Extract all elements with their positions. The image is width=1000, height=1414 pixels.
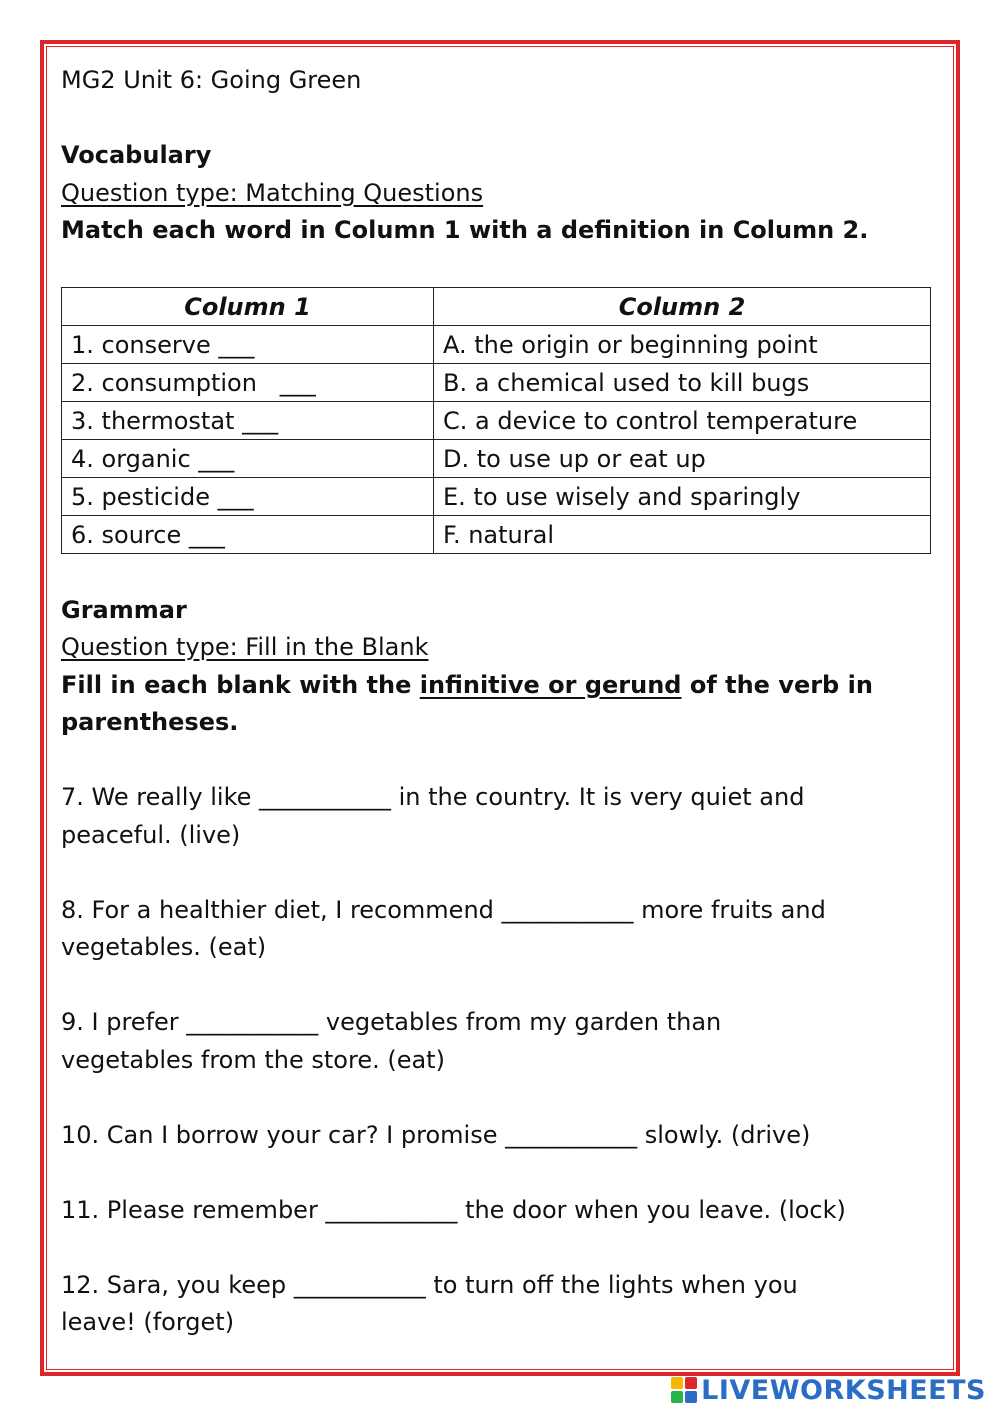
question-12[interactable]	[61, 1267, 941, 1342]
definition-cell: D. to use up or eat up	[434, 440, 931, 478]
question-text: 7. We really like ___________ in the country. It is very quiet and	[61, 783, 805, 811]
table-row	[62, 402, 931, 440]
logo-square	[671, 1391, 683, 1403]
question-text: 12. Sara, you keep ___________ to turn off the lights when you	[61, 1270, 798, 1299]
question-text: leave! (forget)	[61, 1308, 235, 1336]
question-text: peaceful. (live)	[61, 820, 241, 849]
question-9[interactable]	[61, 1004, 941, 1079]
question-text: vegetables. (eat)	[61, 933, 267, 961]
question-10[interactable]	[61, 1117, 941, 1155]
worksheet-title: MG2 Unit 6: Going Green	[61, 66, 362, 94]
instruction-text: of the verb in	[681, 670, 873, 699]
column-2-header: Column 2	[434, 288, 931, 326]
definition-cell: A. the origin or beginning point	[434, 326, 931, 364]
vocabulary-instruction: Match each word in Column 1 with a definition in Column 2.	[61, 216, 869, 244]
word-cell[interactable]: 6. source ___	[62, 516, 434, 554]
table-row	[62, 478, 931, 516]
definition-cell: B. a chemical used to kill bugs	[434, 364, 931, 402]
liveworksheets-logo-icon	[671, 1377, 697, 1403]
question-text: 11. Please remember ___________ the door when you leave. (lock)	[61, 1195, 846, 1224]
question-11[interactable]	[61, 1192, 941, 1230]
column-1-header: Column 1	[62, 288, 434, 326]
grammar-heading: Grammar	[61, 595, 187, 624]
grammar-question-type: Question type: Fill in the Blank	[61, 633, 429, 661]
vocabulary-heading: Vocabulary	[61, 141, 212, 169]
logo-square	[685, 1391, 697, 1403]
table-row	[62, 440, 931, 478]
liveworksheets-footer[interactable]	[671, 1372, 986, 1408]
logo-square	[685, 1377, 697, 1389]
grammar-instruction-line2: parentheses.	[61, 708, 239, 736]
question-8[interactable]	[61, 892, 941, 967]
instruction-emphasis: infinitive or gerund	[419, 670, 682, 699]
word-cell[interactable]: 2. consumption ___	[62, 364, 434, 402]
question-text: 10. Can I borrow your car? I promise ___________ slowly. (drive)	[61, 1120, 811, 1149]
matching-table	[61, 287, 931, 554]
definition-cell: E. to use wisely and sparingly	[434, 478, 931, 516]
grammar-instruction	[61, 667, 941, 705]
liveworksheets-brand: LIVEWORKSHEETS	[701, 1374, 986, 1406]
instruction-text: Fill in each blank with the	[61, 670, 420, 699]
word-cell[interactable]: 3. thermostat ___	[62, 402, 434, 440]
definition-cell: F. natural	[434, 516, 931, 554]
table-row	[62, 516, 931, 554]
word-cell[interactable]: 5. pesticide ___	[62, 478, 434, 516]
logo-square	[671, 1377, 683, 1389]
word-cell[interactable]: 4. organic ___	[62, 440, 434, 478]
word-cell[interactable]: 1. conserve ___	[62, 326, 434, 364]
question-text: vegetables from the store. (eat)	[61, 1045, 445, 1074]
worksheet-content	[61, 62, 941, 1379]
table-row	[62, 326, 931, 364]
table-row	[62, 364, 931, 402]
table-header-row	[62, 288, 931, 326]
definition-cell: C. a device to control temperature	[434, 402, 931, 440]
question-7[interactable]	[61, 779, 941, 854]
question-text: 8. For a healthier diet, I recommend ___________ more fruits and	[61, 895, 826, 924]
vocabulary-question-type: Question type: Matching Questions	[61, 178, 484, 207]
question-text: 9. I prefer ___________ vegetables from my garden than	[61, 1008, 722, 1036]
